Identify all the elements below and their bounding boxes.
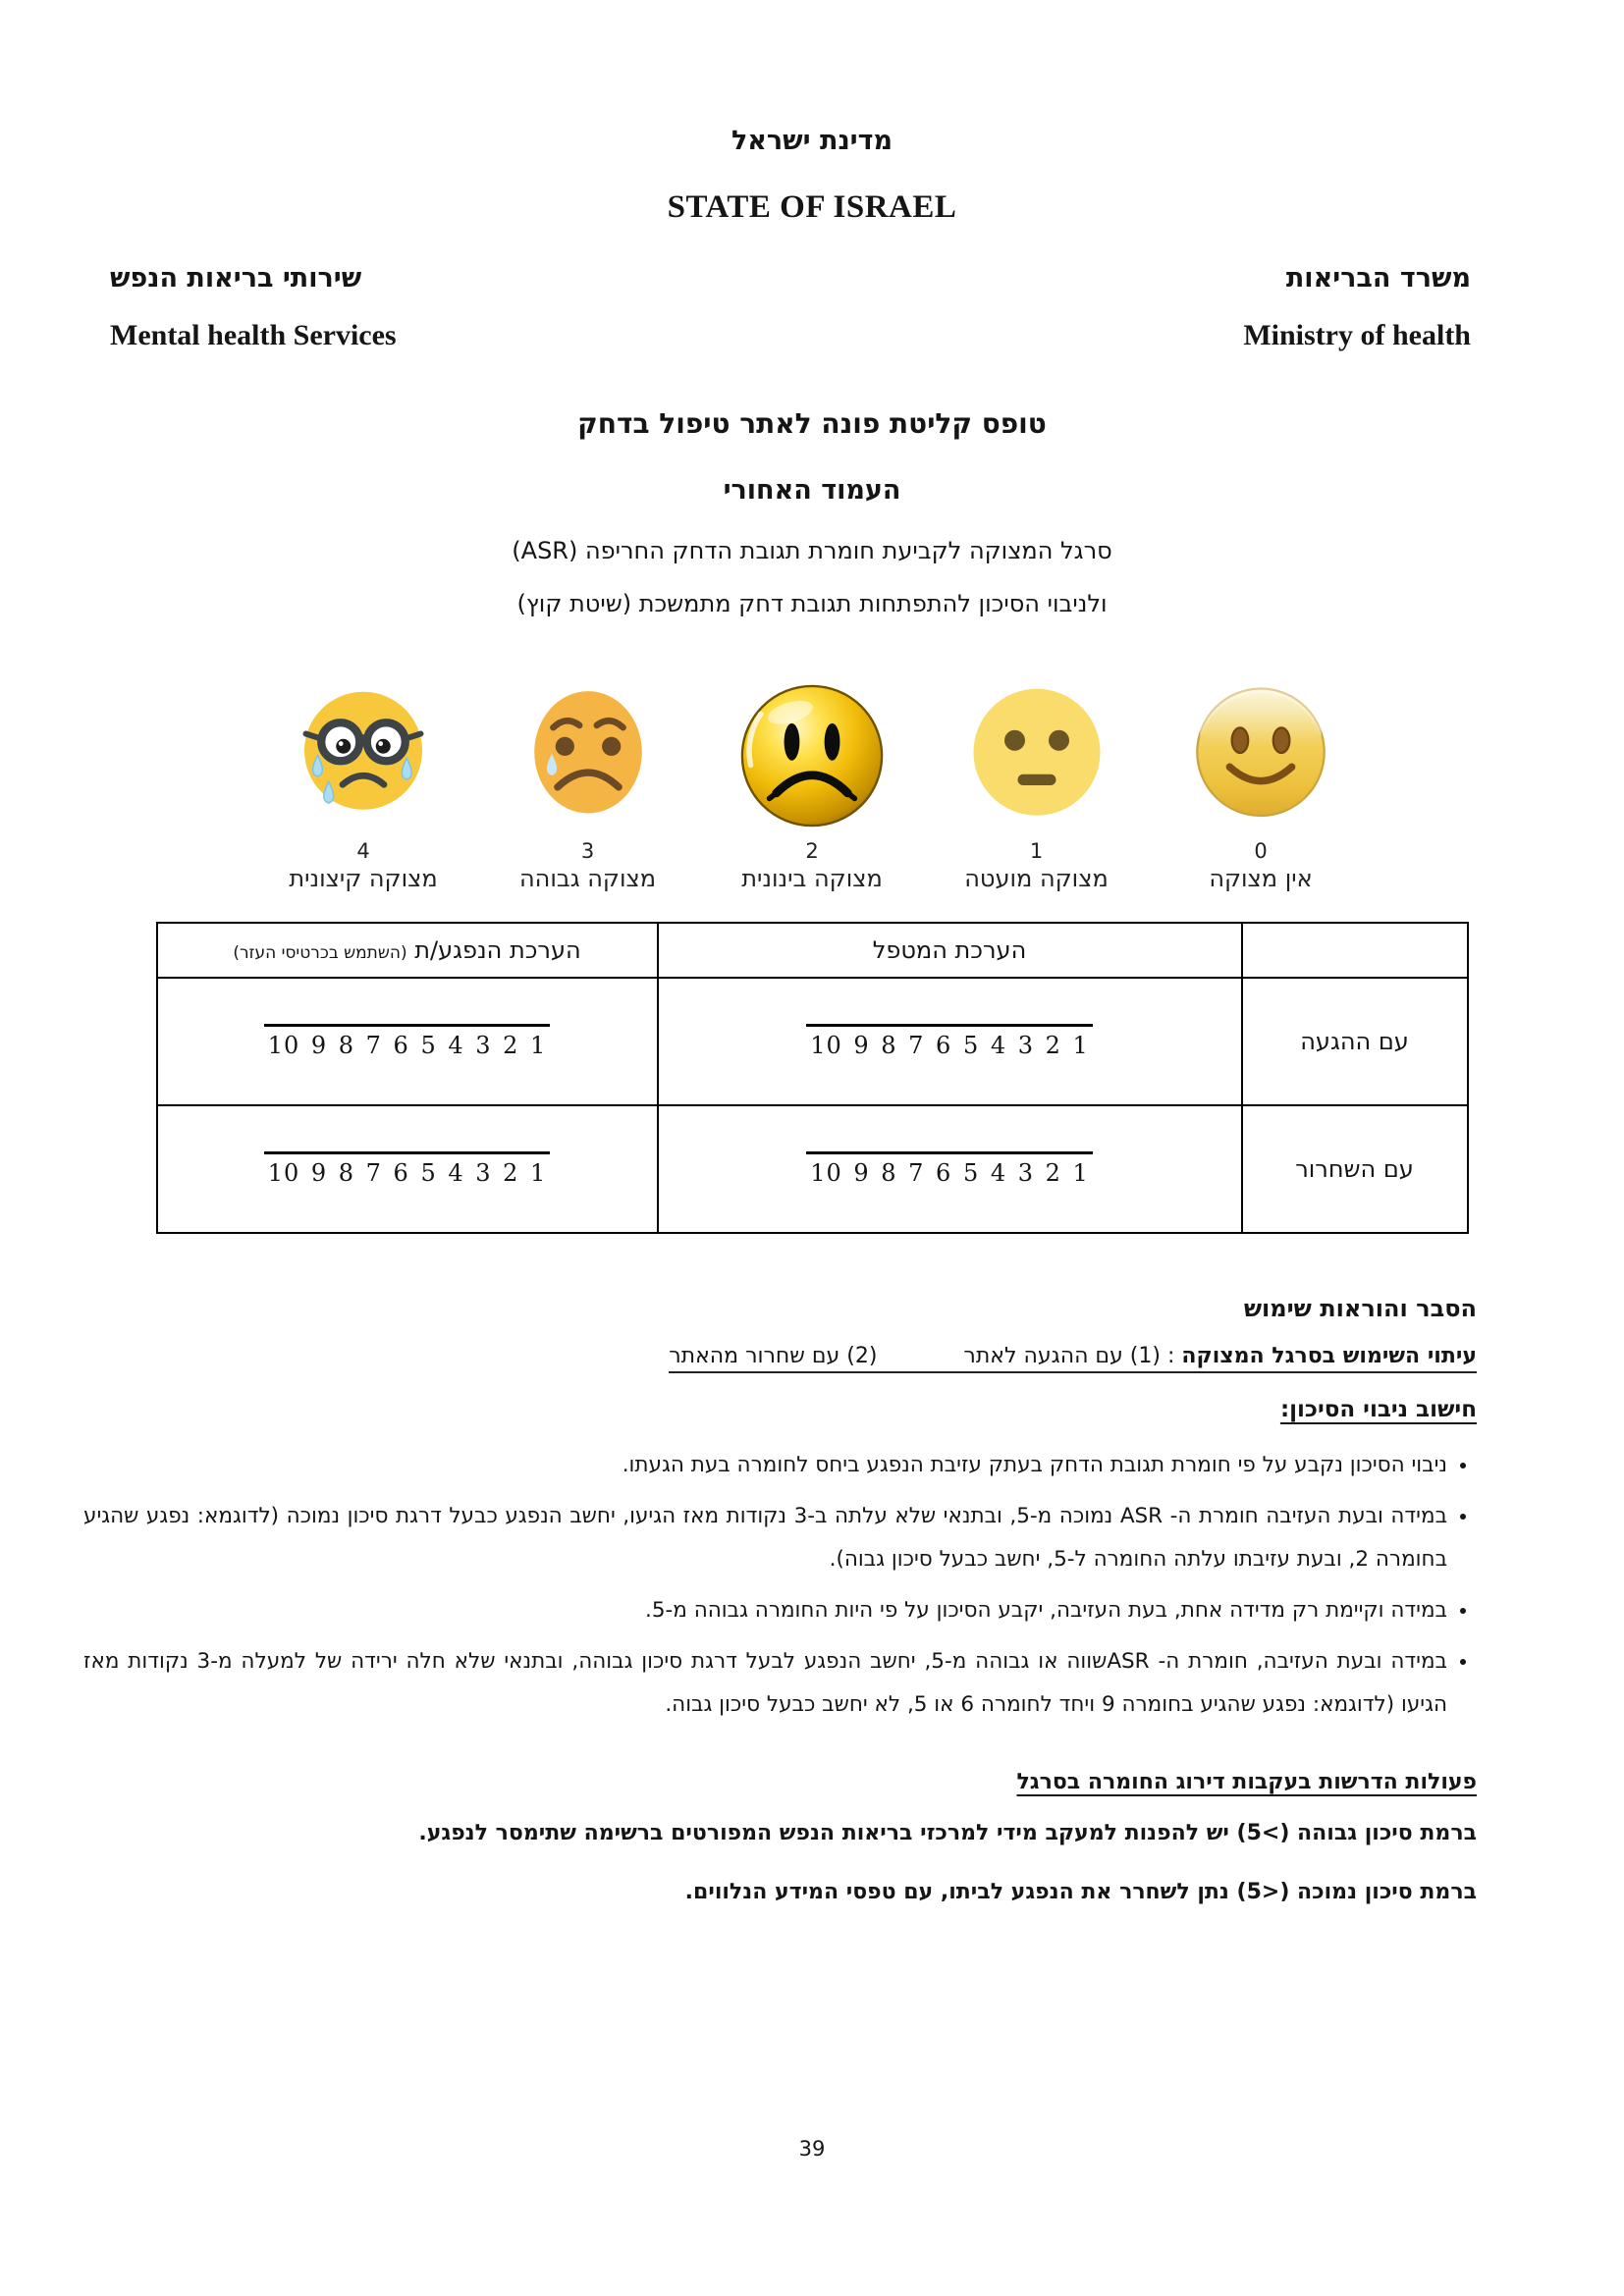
state-title-english: STATE OF ISRAEL bbox=[667, 189, 957, 225]
bullet-item: • במידה ובעת העזיבה חומרת ה- ASR נמוכה מ-5, ובתנאי שלא עלתה ב-3 נקודות מאז הגיעו, יחשב הנפגע כבעל דרגת סיכון נמוכה (לדוגמא: נפגע שהגיע בחומרה 2, ובעת עזיבתו עלתה החומרה ל-5, יחשב כבעל סיכון גבוה). bbox=[83, 1495, 1447, 1581]
distress-faces-scale bbox=[262, 678, 1362, 892]
services-name-hebrew: שירותי בריאות הנפש bbox=[110, 263, 362, 294]
distress-level-3 bbox=[487, 678, 689, 892]
neutral-face-icon bbox=[963, 678, 1110, 833]
timing-line bbox=[83, 1344, 1477, 1373]
table-row-arrival bbox=[157, 978, 1468, 1105]
glossy-sad-face-icon bbox=[734, 678, 890, 833]
bullet-item: • ניבוי הסיכון נקבע על פי חומרת תגובת הדחק בעתק עזיבת הנפגע ביחס לחומרה בעת הגעתו. bbox=[83, 1444, 1447, 1487]
ministry-name-english: Ministry of health bbox=[1243, 319, 1471, 351]
arrival-victim-scale-cell bbox=[157, 978, 658, 1105]
ministry-name-hebrew: משרד הבריאות bbox=[1285, 263, 1471, 294]
discharge-victim-scale-cell bbox=[157, 1105, 658, 1233]
distress-value-2: 2 bbox=[805, 839, 819, 863]
risk-calculation-bullets bbox=[83, 1444, 1477, 1727]
scale-description-line2: ולניבוי הסיכון להתפתחות תגובת דחק מתמשכת (שיטת קוץ) bbox=[516, 590, 1108, 617]
smiling-face-icon bbox=[1186, 678, 1335, 833]
crying-face-with-glasses-icon bbox=[290, 678, 437, 833]
caregiver-assessment-header: הערכת המטפל bbox=[658, 923, 1242, 978]
timing-label: עיתוי השימוש בסרגל המצוקה bbox=[1181, 1344, 1477, 1368]
timing-separator: : bbox=[1160, 1344, 1182, 1368]
distress-value-4: 4 bbox=[356, 839, 370, 863]
risk-calculation-heading: חישוב ניבוי הסיכון: bbox=[1279, 1397, 1477, 1422]
distress-level-0 bbox=[1160, 678, 1362, 892]
page-number: 39 bbox=[798, 2137, 826, 2161]
instructions-section bbox=[0, 1295, 1624, 1912]
rating-scale-1-to-10: 10 9 8 7 6 5 4 3 2 1 bbox=[806, 1151, 1093, 1187]
arrival-caregiver-scale-cell bbox=[658, 978, 1242, 1105]
distress-label-4: מצוקה קיצונית bbox=[289, 865, 438, 892]
rating-scale-1-to-10: 10 9 8 7 6 5 4 3 2 1 bbox=[264, 1151, 551, 1187]
scale-description-line1: סרגל המצוקה לקביעת חומרת תגובת הדחק החריפה (ASR) bbox=[512, 537, 1112, 564]
assessment-table-header-row bbox=[157, 923, 1468, 978]
required-actions-heading: פעולות הדרשות בעקבות דירוג החומרה בסרגל bbox=[1016, 1770, 1477, 1795]
distress-value-1: 1 bbox=[1029, 839, 1044, 863]
instructions-heading: הסבר והוראות שימוש bbox=[1243, 1295, 1477, 1322]
bullet-item: • במידה ובעת העזיבה, חומרת ה- ASRשווה או גבוהה מ-5, יחשב הנפגע לבעל דרגת סיכון גבוהה, ובתנאי שלא חלה ירידה של למעלה מ-3 נקודות מאז הגיעו (לדוגמא: נפגע שהגיע בחומרה 9 ויחד לחומרה 6 או 5, לא יחשב כבעל סיכון גבוה. bbox=[83, 1640, 1447, 1727]
timing-underlined-run bbox=[669, 1344, 1477, 1373]
victim-assessment-title: הערכת הנפגע/ת bbox=[414, 936, 581, 964]
header-organizations bbox=[0, 263, 1624, 352]
empty-header-cell bbox=[1242, 923, 1468, 978]
assessment-table bbox=[156, 922, 1469, 1234]
form-title: טופס קליטת פונה לאתר טיפול בדחק bbox=[577, 407, 1047, 440]
rating-scale-1-to-10: 10 9 8 7 6 5 4 3 2 1 bbox=[806, 1024, 1093, 1059]
high-risk-action-line: ברמת סיכון גבוהה ‭(5<)‬ יש להפנות למעקב מידי למרכזי בריאות הנפש המפורטים ברשימה שתימסר לנפגע. bbox=[418, 1821, 1477, 1846]
services-name-english: Mental health Services bbox=[110, 319, 397, 351]
distress-label-3: מצוקה גבוהה bbox=[518, 865, 657, 892]
discharge-caregiver-scale-cell bbox=[658, 1105, 1242, 1233]
low-risk-action-line: ברמת סיכון נמוכה ‭(5>)‬ נתן לשחרר את הנפגע לביתו, עם טפסי המידע הנלווים. bbox=[684, 1879, 1477, 1904]
bullet-item: • במידה וקיימת רק מדידה אחת, בעת העזיבה, יקבע הסיכון על פי היות החומרה גבוהה מ-5. bbox=[83, 1589, 1447, 1632]
distress-level-4 bbox=[262, 678, 464, 892]
distress-label-2: מצוקה בינונית bbox=[741, 865, 883, 892]
mental-health-services-block bbox=[110, 263, 397, 352]
victim-assessment-note: (השתמש בכרטיסי העזר) bbox=[233, 943, 407, 963]
distress-value-3: 3 bbox=[580, 839, 595, 863]
timing-item-discharge: (2) עם שחרור מהאתר bbox=[669, 1344, 878, 1368]
distress-value-0: 0 bbox=[1254, 839, 1268, 863]
distress-level-2 bbox=[711, 678, 913, 892]
discharge-row-label: עם השחרור bbox=[1242, 1105, 1468, 1233]
arrival-row-label: עם ההגעה bbox=[1242, 978, 1468, 1105]
victim-assessment-header bbox=[157, 923, 658, 978]
ministry-block bbox=[1243, 263, 1471, 352]
rating-scale-1-to-10: 10 9 8 7 6 5 4 3 2 1 bbox=[264, 1024, 551, 1059]
form-page-side: העמוד האחורי bbox=[723, 475, 901, 506]
distress-label-1: מצוקה מועטה bbox=[964, 865, 1109, 892]
table-row-discharge bbox=[157, 1105, 1468, 1233]
timing-item-arrival: (1) עם ההגעה לאתר bbox=[963, 1344, 1161, 1368]
worried-face-with-tear-icon bbox=[515, 678, 661, 833]
state-title-hebrew: מדינת ישראל bbox=[731, 126, 893, 156]
distress-level-1 bbox=[936, 678, 1138, 892]
distress-label-0: אין מצוקה bbox=[1209, 865, 1313, 892]
